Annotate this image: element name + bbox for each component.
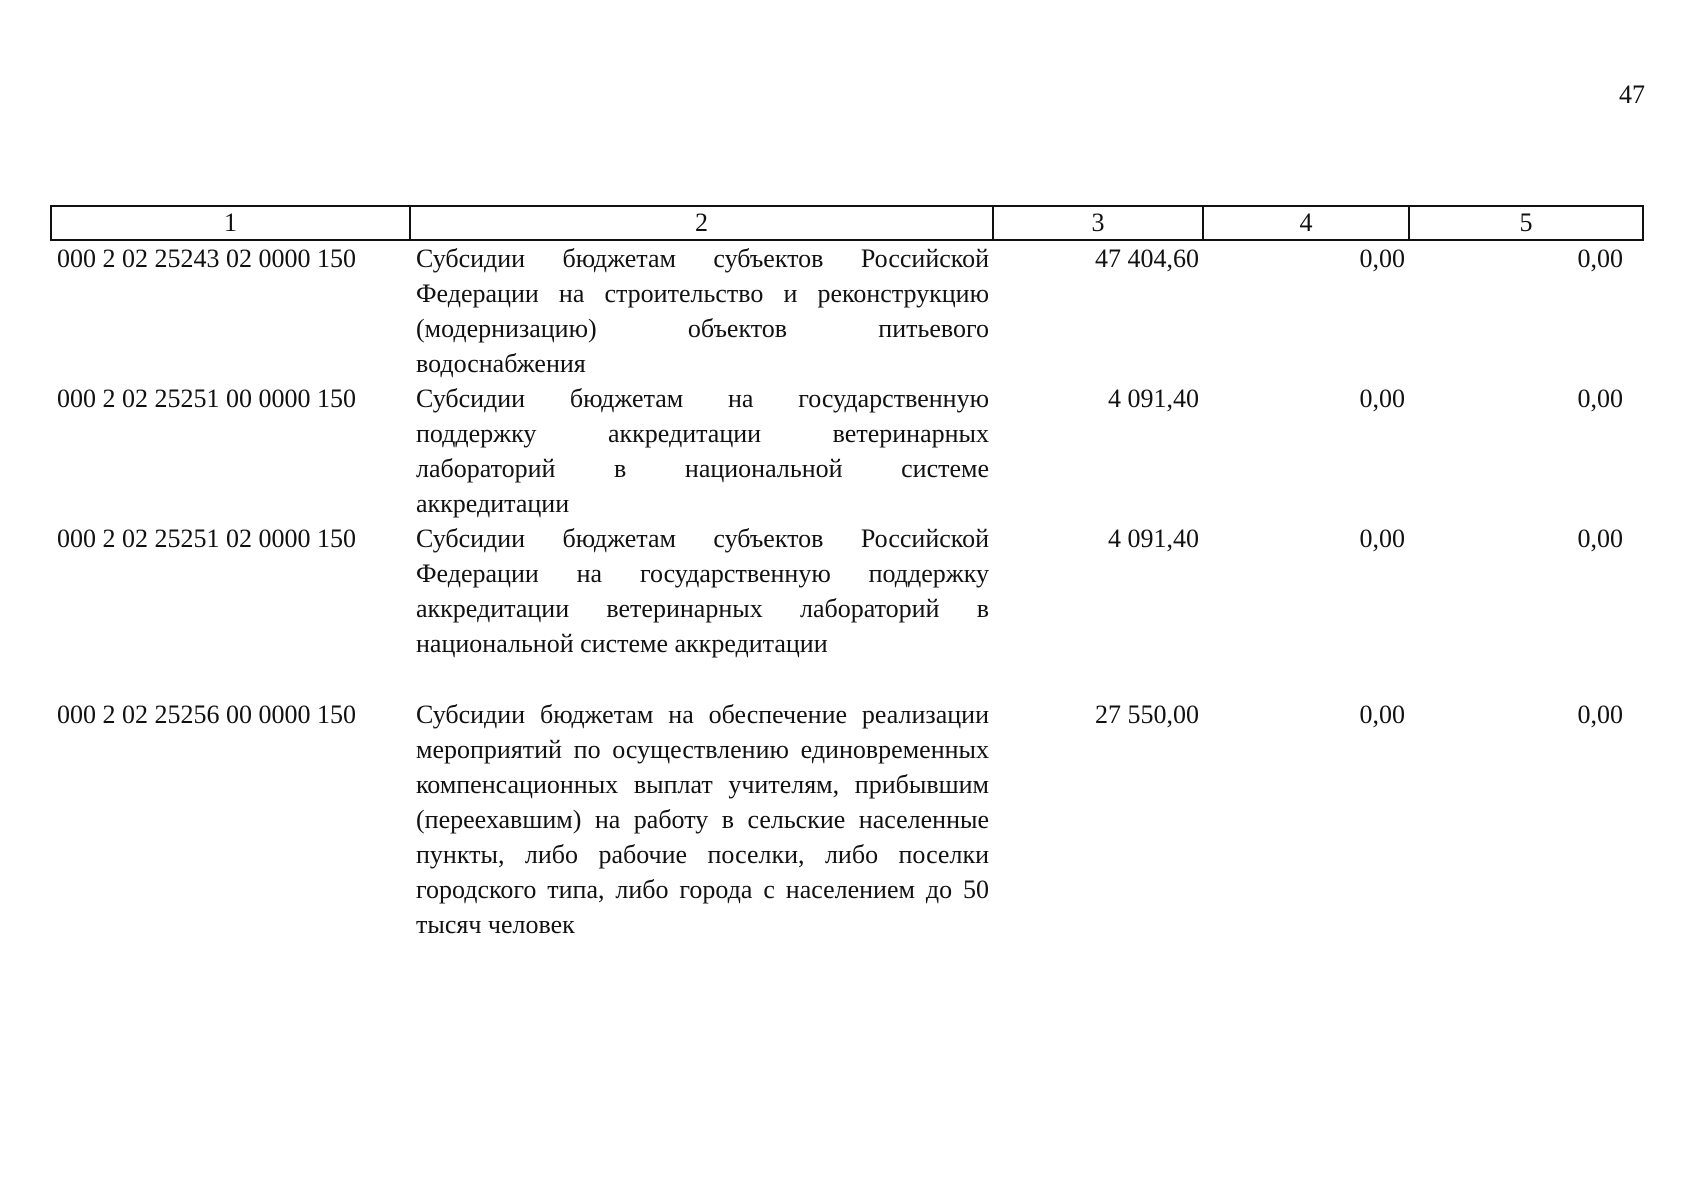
row-value-col4: 0,00 <box>1359 384 1405 413</box>
column-header-3: 3 <box>993 206 1203 240</box>
row-value-col4: 0,00 <box>1359 700 1405 729</box>
row-value-col5: 0,00 <box>1577 244 1623 273</box>
row-code: 000 2 02 25256 00 0000 150 <box>57 700 356 729</box>
table-row <box>51 521 1643 697</box>
row-value-col4: 0,00 <box>1359 524 1405 553</box>
column-header-1: 1 <box>51 206 410 240</box>
page-number: 47 <box>1619 80 1645 109</box>
row-value-col3: 4 091,40 <box>1108 524 1199 553</box>
row-value-col5: 0,00 <box>1577 384 1623 413</box>
row-value-col3: 27 550,00 <box>1095 700 1199 729</box>
row-description: Субсидии бюджетам субъектов Российской Федерации на государственную поддержку аккредитации ветеринарных лабораторий в национальной системе аккредитации <box>416 524 989 658</box>
row-value-col3: 47 404,60 <box>1095 244 1199 273</box>
row-value-col3: 4 091,40 <box>1108 384 1199 413</box>
row-description: Субсидии бюджетам на обеспечение реализации мероприятий по осуществлению единовременных компенсационных выплат учителям, прибывшим (переехавшим) на работу в сельские населенные пункты, либо рабочие поселки, либо поселки городского типа, либо города с населением до 50 тысяч человек <box>416 700 989 939</box>
column-header-5: 5 <box>1409 206 1643 240</box>
budget-table <box>50 205 1644 942</box>
row-code: 000 2 02 25251 00 0000 150 <box>57 384 356 413</box>
row-description: Субсидии бюджетам субъектов Российской Федерации на строительство и реконструкцию (модернизацию) объектов питьевого водоснабжения <box>416 244 989 378</box>
row-value-col4: 0,00 <box>1359 244 1405 273</box>
row-value-col5: 0,00 <box>1577 524 1623 553</box>
column-header-2: 2 <box>410 206 993 240</box>
row-code: 000 2 02 25251 02 0000 150 <box>57 524 356 553</box>
table-header-row <box>51 206 1643 240</box>
column-header-4: 4 <box>1203 206 1409 240</box>
row-code: 000 2 02 25243 02 0000 150 <box>57 244 356 273</box>
table-row <box>51 697 1643 942</box>
table-row <box>51 240 1643 381</box>
row-description: Субсидии бюджетам на государственную поддержку аккредитации ветеринарных лабораторий в национальной системе аккредитации <box>416 384 989 518</box>
row-value-col5: 0,00 <box>1577 700 1623 729</box>
table-row <box>51 381 1643 521</box>
